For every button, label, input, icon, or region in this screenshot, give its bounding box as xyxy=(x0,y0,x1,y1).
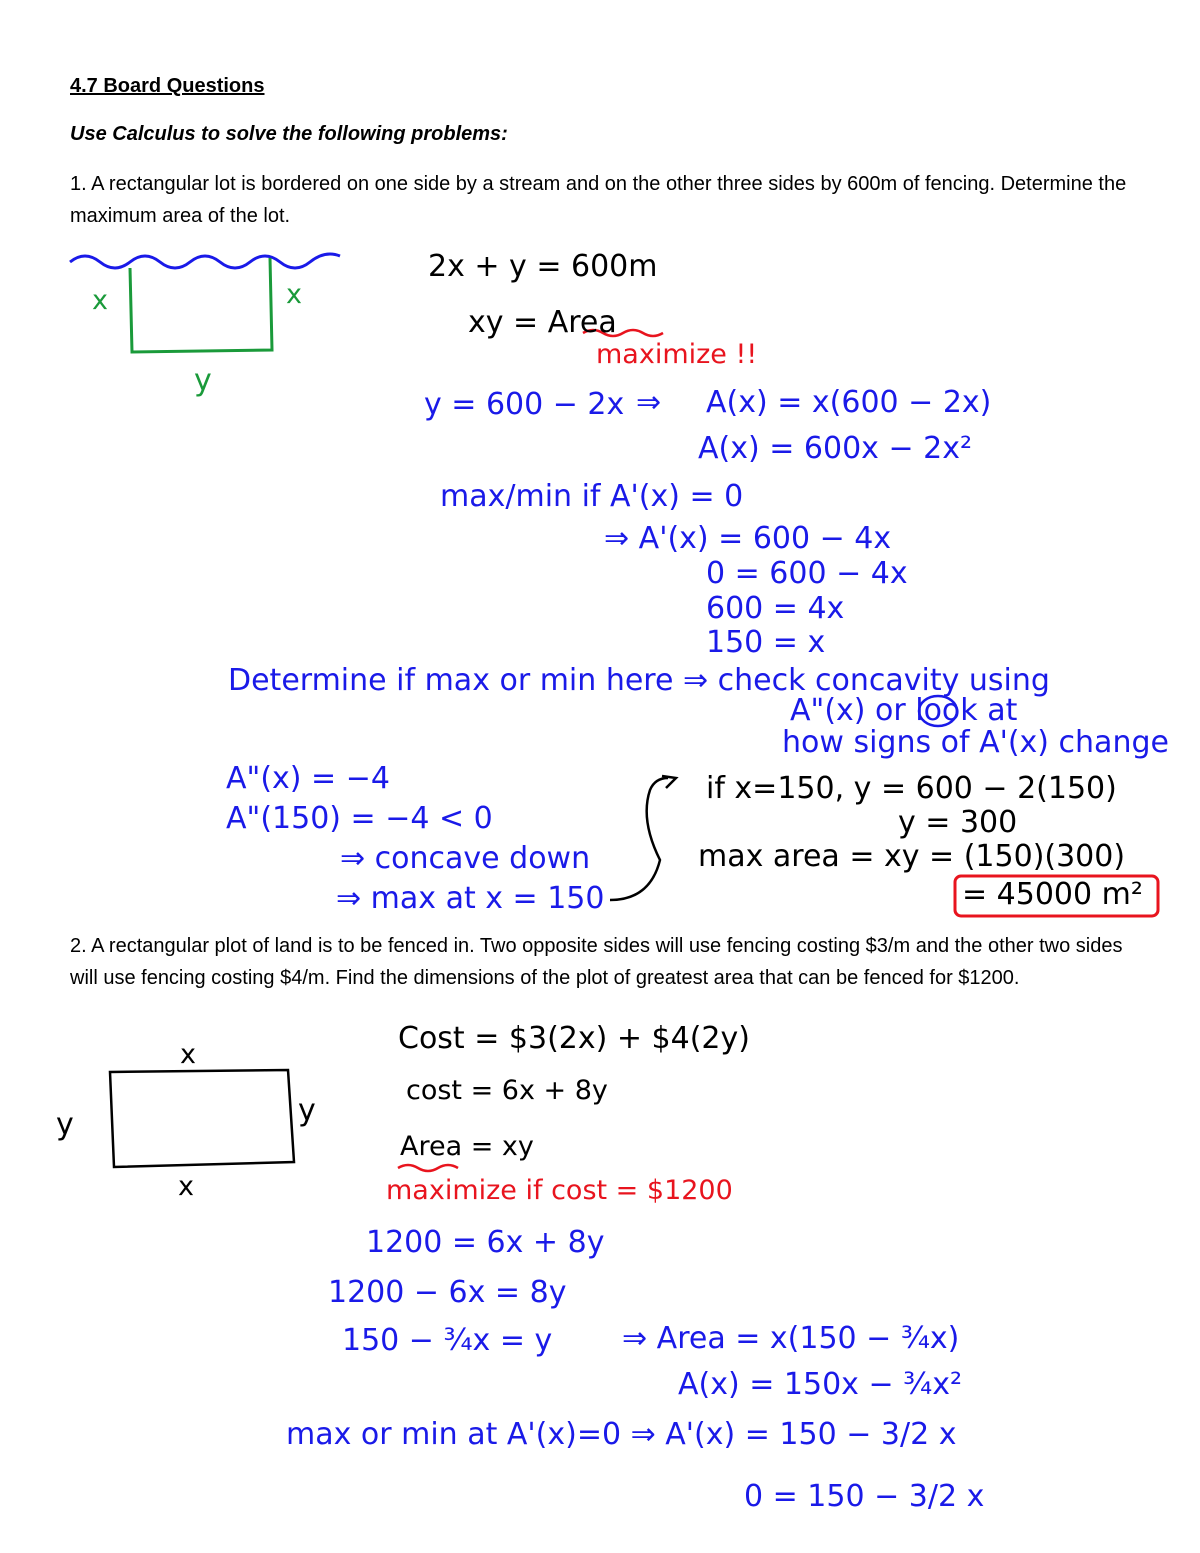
q1-derivative: ⇒ A'(x) = 600 − 4x xyxy=(604,521,892,556)
fig2-right-y: y xyxy=(298,1093,316,1128)
q1-max-at: ⇒ max at x = 150 xyxy=(336,881,605,916)
q2-solve: 0 = 150 − 3/2 x xyxy=(744,1479,985,1514)
q1-determine: Determine if max or min here ⇒ check concavity using xyxy=(228,663,1050,698)
q2-eq-1: 1200 = 6x + 8y xyxy=(366,1225,605,1260)
q1-second-deriv: A"(x) = −4 xyxy=(226,761,390,796)
q1-if-x: if x=150, y = 600 − 2(150) xyxy=(706,771,1117,806)
q1-maxmin-cond: max/min if A'(x) = 0 xyxy=(440,479,744,514)
q1-step-3: 150 = x xyxy=(706,625,826,660)
fig1-bottom-y: y xyxy=(194,363,212,398)
fig1-left-x: x xyxy=(92,285,108,316)
q1-solve-y: y = 600 − 2x xyxy=(424,387,625,422)
q2-eq-2: 1200 − 6x = 8y xyxy=(328,1275,567,1310)
q1-step-2: 600 = 4x xyxy=(706,591,845,626)
question-1-text: 1. A rectangular lot is bordered on one side by a stream and on the other three sides by 600m of fencing. Determine the maximum area of the lot. xyxy=(70,173,1127,227)
stream-wave xyxy=(70,254,340,268)
q2-maximize: maximize if cost = $1200 xyxy=(386,1175,733,1206)
q1-concave: ⇒ concave down xyxy=(340,841,591,876)
q2-eq-3: 150 − ¾x = y xyxy=(342,1323,553,1358)
q1-area-sub: A(x) = x(600 − 2x) xyxy=(706,385,992,420)
q1-area-def: xy = Area xyxy=(468,305,617,340)
q1-constraint: 2x + y = 600m xyxy=(428,249,658,284)
plot-rectangle xyxy=(110,1070,294,1167)
fig2-top-x: x xyxy=(180,1039,196,1070)
q1-second-at: A"(150) = −4 < 0 xyxy=(226,801,493,836)
q2-area-exp: A(x) = 150x − ¾x² xyxy=(678,1367,962,1402)
q2-cost-1: Cost = $3(2x) + $4(2y) xyxy=(398,1021,750,1056)
fig1-right-x: x xyxy=(286,279,302,310)
fig2-bottom-x: x xyxy=(178,1171,194,1202)
q2-area: Area = xy xyxy=(400,1131,534,1162)
q1-answer: = 45000 m² xyxy=(962,877,1143,912)
q1-arrow-1: ⇒ xyxy=(636,385,662,420)
curved-arrow xyxy=(610,778,668,900)
q1-step-1: 0 = 600 − 4x xyxy=(706,556,908,591)
q1-determine-2: A"(x) or look at xyxy=(790,693,1018,728)
q2-area-sub: ⇒ Area = x(150 − ¾x) xyxy=(622,1321,960,1356)
q1-maximize-note: maximize !! xyxy=(596,339,758,370)
q1-area-expanded: A(x) = 600x − 2x² xyxy=(698,431,972,466)
question-2-text: 2. A rectangular plot of land is to be fenced in. Two opposite sides will use fencing costing $3/m and the other two sides will use fencing costing $4/m. Find the dimensions of the plot of greatest area that can be fenced for $1200. xyxy=(70,935,1123,989)
q2-cost-2: cost = 6x + 8y xyxy=(406,1075,608,1106)
q2-maxmin: max or min at A'(x)=0 ⇒ A'(x) = 150 − 3/2 x xyxy=(286,1417,957,1452)
fig2-left-y: y xyxy=(56,1107,74,1142)
q1-max-area: max area = xy = (150)(300) xyxy=(698,839,1126,874)
instructions: Use Calculus to solve the following problems: xyxy=(70,123,508,145)
q1-y-val: y = 300 xyxy=(898,805,1018,840)
area2-underline xyxy=(398,1165,458,1171)
page-heading: 4.7 Board Questions xyxy=(70,75,265,97)
q1-determine-3: how signs of A'(x) change xyxy=(782,725,1169,760)
lot-rectangle xyxy=(130,258,272,352)
